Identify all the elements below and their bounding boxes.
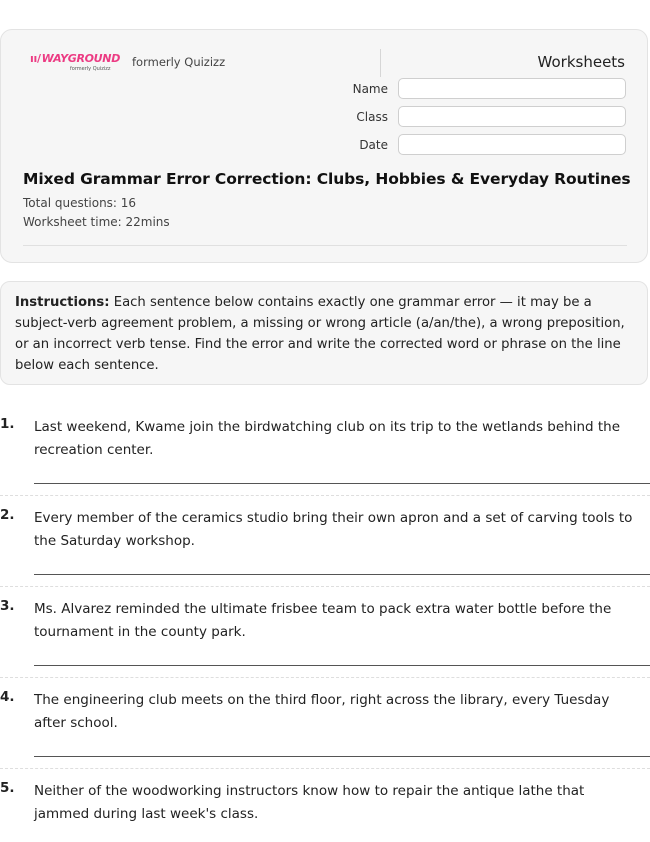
worksheet-title: Mixed Grammar Error Correction: Clubs, Hobbies & Everyday Routines	[23, 170, 631, 188]
question-divider	[0, 677, 650, 678]
question-text: Every member of the ceramics studio bring their own apron and a set of carving tools to the Saturday workshop.	[34, 510, 633, 549]
instructions-label: Instructions:	[15, 295, 110, 310]
answer-line[interactable]	[34, 574, 650, 575]
date-label: Date	[359, 138, 388, 152]
question-number: 4.	[0, 689, 15, 705]
question-text: Neither of the woodworking instructors know how to repair the antique lathe that jammed during last week's class.	[34, 783, 585, 822]
worksheets-label: Worksheets	[537, 53, 625, 71]
answer-line[interactable]	[34, 665, 650, 666]
question-divider	[0, 586, 650, 587]
formerly-label: formerly Quizizz	[132, 55, 226, 69]
logo-bars-icon: ıı/	[30, 52, 41, 65]
question-number: 3.	[0, 598, 15, 614]
question-number: 5.	[0, 780, 15, 796]
question-number: 2.	[0, 507, 15, 523]
question-text: Ms. Alvarez reminded the ultimate frisbee team to pack extra water bottle before the tournament in the county park.	[34, 601, 612, 640]
answer-line[interactable]	[34, 483, 650, 484]
total-questions: Total questions: 16	[23, 196, 137, 210]
question-divider	[0, 768, 650, 769]
question-number: 1.	[0, 416, 15, 432]
instructions-text: Each sentence below contains exactly one grammar error — it may be a subject-verb agreement problem, a missing or wrong article (a/an/the), a wrong preposition, or an incorrect verb tense. Find the error and write the corrected word or phrase on the line below each sentence.	[15, 295, 625, 373]
instructions-box	[0, 281, 648, 385]
question-text: The engineering club meets on the third floor, right across the library, every Tuesday after school.	[34, 692, 610, 731]
question-text: Last weekend, Kwame join the birdwatching club on its trip to the wetlands behind the recreation center.	[34, 419, 621, 458]
worksheet-time: Worksheet time: 22mins	[23, 215, 170, 229]
name-field[interactable]	[398, 78, 626, 99]
answer-line[interactable]	[34, 756, 650, 757]
class-label: Class	[356, 110, 388, 124]
header-rule	[23, 245, 627, 246]
header-divider	[380, 49, 381, 77]
date-field[interactable]	[398, 134, 626, 155]
logo-subtext: formerly Quizizz	[70, 66, 111, 72]
class-field[interactable]	[398, 106, 626, 127]
wayground-logo	[30, 52, 120, 78]
question-divider	[0, 495, 650, 496]
worksheet-header	[0, 29, 648, 263]
logo-text: WAYGROUND	[41, 52, 121, 65]
name-label: Name	[352, 82, 388, 96]
